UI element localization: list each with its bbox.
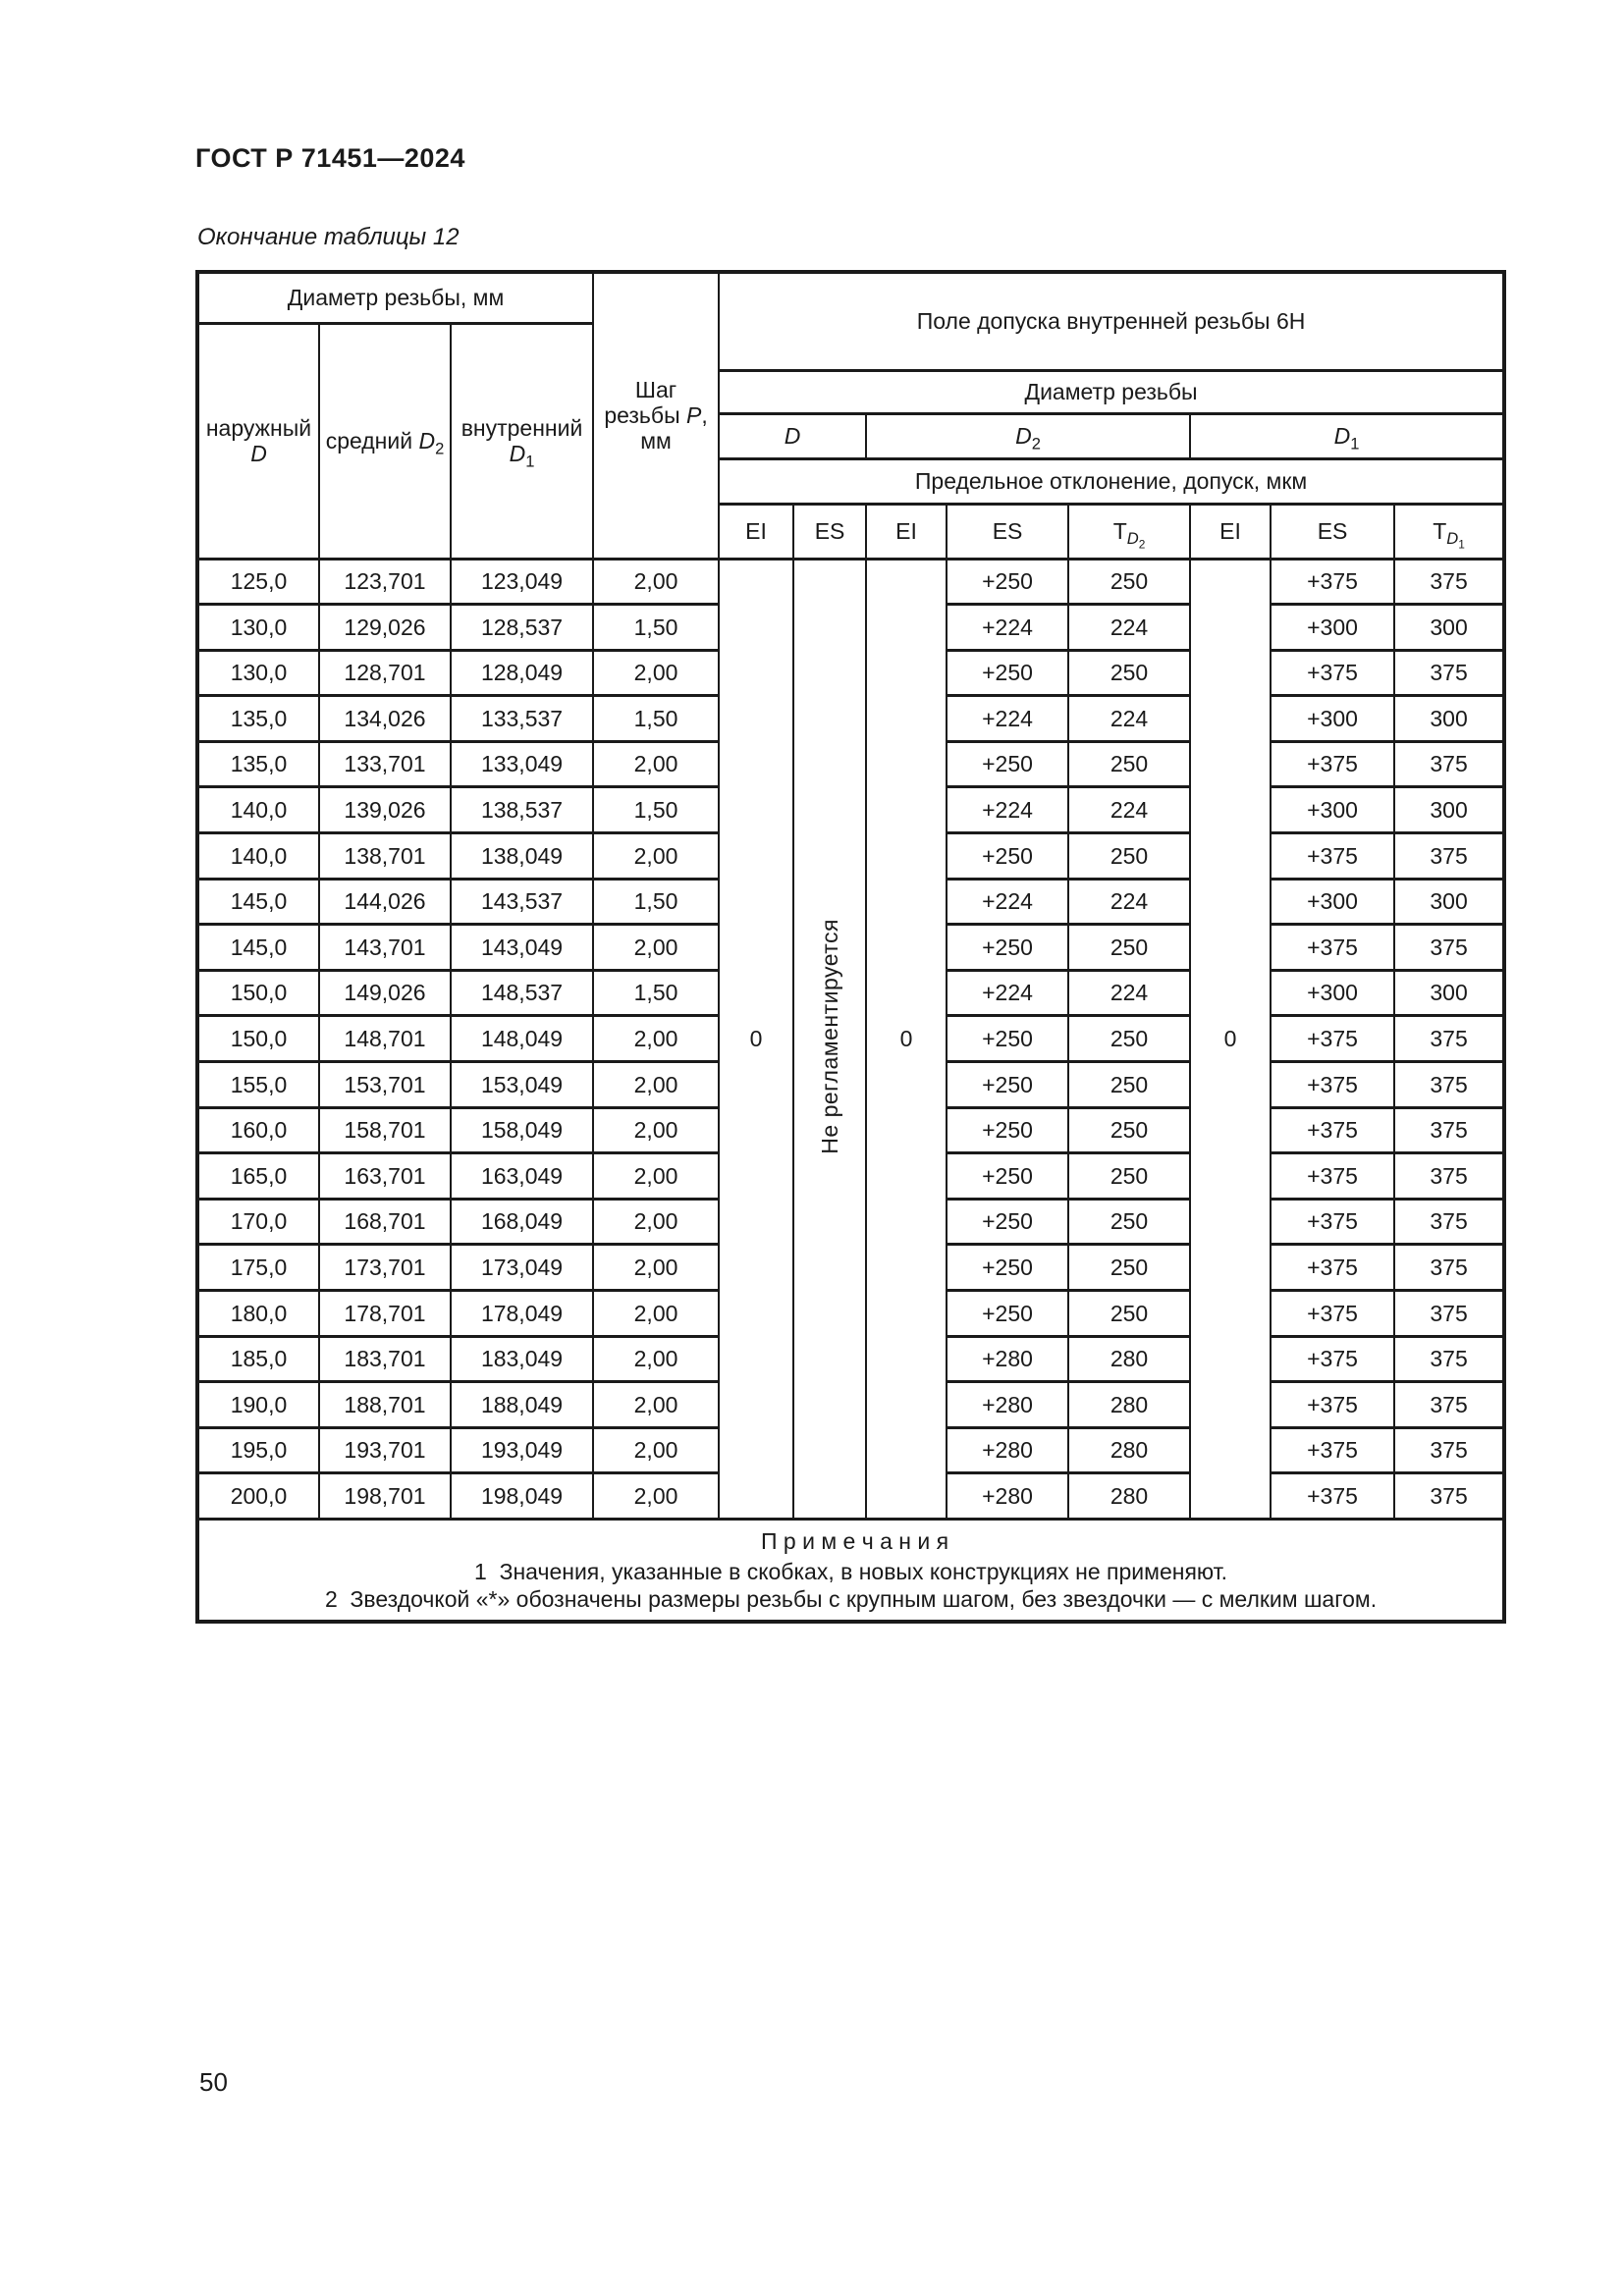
cell-pitch: 2,00 [593, 833, 719, 880]
header-d2: $D_2$ [866, 413, 1190, 458]
cell-es-d2: +250 [947, 1016, 1068, 1062]
cell-t-d2: 250 [1068, 741, 1190, 787]
page-number: 50 [199, 2067, 228, 2097]
cell-es-d2: +250 [947, 1245, 1068, 1291]
cell-outer-d: 145,0 [197, 879, 319, 925]
cell-middle-d2: 193,701 [319, 1427, 451, 1473]
cell-middle-d2: 129,026 [319, 605, 451, 651]
cell-t-d1: 375 [1394, 741, 1504, 787]
notes-cell [197, 1519, 1504, 1622]
cell-inner-d1: 178,049 [451, 1291, 593, 1337]
cell-es-d2: +250 [947, 1107, 1068, 1153]
cell-middle-d2: 178,701 [319, 1291, 451, 1337]
header-ei-d1: EI [1190, 504, 1271, 559]
header-d: D [719, 413, 866, 458]
cell-pitch: 2,00 [593, 1107, 719, 1153]
header-middle-d2: средний $D_2$ [319, 323, 451, 559]
cell-es-d1: +375 [1271, 833, 1394, 880]
note-line-1: 1 Значения, указанные в скобках, в новых конструкциях не применяют. [474, 1558, 1228, 1584]
cell-pitch: 2,00 [593, 1473, 719, 1520]
cell-es-d1: +375 [1271, 559, 1394, 605]
cell-es-d2: +250 [947, 1062, 1068, 1108]
cell-pitch: 2,00 [593, 741, 719, 787]
cell-es-d1: +375 [1271, 1245, 1394, 1291]
cell-t-d1: 375 [1394, 1199, 1504, 1245]
cell-outer-d: 125,0 [197, 559, 319, 605]
header-ei-d2: EI [866, 504, 947, 559]
header-diameter-sub: Диаметр резьбы [719, 370, 1504, 413]
cell-middle-d2: 168,701 [319, 1199, 451, 1245]
cell-t-d2: 250 [1068, 559, 1190, 605]
header-ei-d: EI [719, 504, 793, 559]
cell-t-d2: 250 [1068, 1016, 1190, 1062]
cell-middle-d2: 143,701 [319, 925, 451, 971]
cell-t-d1: 300 [1394, 970, 1504, 1016]
cell-t-d2: 224 [1068, 787, 1190, 833]
cell-t-d1: 300 [1394, 696, 1504, 742]
cell-t-d1: 300 [1394, 879, 1504, 925]
header-outer-d: наружный D [197, 323, 319, 559]
cell-t-d2: 224 [1068, 605, 1190, 651]
cell-es-d1: +375 [1271, 650, 1394, 696]
cell-t-d2: 250 [1068, 925, 1190, 971]
cell-outer-d: 145,0 [197, 925, 319, 971]
cell-t-d2: 224 [1068, 970, 1190, 1016]
header-tolerance-group: Поле допуска внутренней резьбы 6Н [719, 272, 1504, 370]
cell-es-d2: +280 [947, 1336, 1068, 1382]
header-td2: $T_{D_2}$ [1068, 504, 1190, 559]
cell-es-d1: +375 [1271, 741, 1394, 787]
cell-t-d2: 250 [1068, 1291, 1190, 1337]
cell-t-d1: 375 [1394, 1016, 1504, 1062]
cell-es-d-merged [793, 559, 866, 1519]
cell-middle-d2: 133,701 [319, 741, 451, 787]
cell-inner-d1: 173,049 [451, 1245, 593, 1291]
header-d1: $D_1$ [1190, 413, 1504, 458]
cell-t-d1: 300 [1394, 787, 1504, 833]
cell-es-d2: +250 [947, 650, 1068, 696]
cell-es-d1: +375 [1271, 1153, 1394, 1200]
cell-es-d1: +300 [1271, 696, 1394, 742]
cell-middle-d2: 163,701 [319, 1153, 451, 1200]
cell-t-d1: 375 [1394, 925, 1504, 971]
header-es-d2: ES [947, 504, 1068, 559]
cell-t-d2: 250 [1068, 1107, 1190, 1153]
cell-es-d1: +300 [1271, 970, 1394, 1016]
cell-pitch: 1,50 [593, 787, 719, 833]
cell-inner-d1: 138,049 [451, 833, 593, 880]
header-td1: $T_{D_1}$ [1394, 504, 1504, 559]
cell-pitch: 1,50 [593, 696, 719, 742]
note-line-2: 2 Звездочкой «*» обозначены размеры резьбы с крупным шагом, без звездочки — с мелким шагом. [324, 1585, 1378, 1612]
notes-title: П р и м е ч а н и я [760, 1528, 949, 1555]
cell-outer-d: 180,0 [197, 1291, 319, 1337]
cell-pitch: 2,00 [593, 1016, 719, 1062]
cell-ei-d-merged: 0 [719, 559, 793, 1519]
cell-pitch: 2,00 [593, 1427, 719, 1473]
cell-outer-d: 170,0 [197, 1199, 319, 1245]
cell-es-d1: +375 [1271, 1473, 1394, 1520]
cell-es-d2: +224 [947, 696, 1068, 742]
cell-t-d2: 280 [1068, 1473, 1190, 1520]
cell-es-d2: +250 [947, 833, 1068, 880]
cell-pitch: 2,00 [593, 1062, 719, 1108]
cell-t-d1: 375 [1394, 650, 1504, 696]
cell-t-d1: 375 [1394, 1153, 1504, 1200]
cell-inner-d1: 143,049 [451, 925, 593, 971]
cell-ei-d1-merged: 0 [1190, 559, 1271, 1519]
cell-inner-d1: 158,049 [451, 1107, 593, 1153]
cell-middle-d2: 123,701 [319, 559, 451, 605]
cell-pitch: 2,00 [593, 1199, 719, 1245]
cell-outer-d: 200,0 [197, 1473, 319, 1520]
cell-inner-d1: 163,049 [451, 1153, 593, 1200]
header-inner-d1: внутренний $D_1$ [451, 323, 593, 559]
cell-middle-d2: 144,026 [319, 879, 451, 925]
cell-inner-d1: 168,049 [451, 1199, 593, 1245]
cell-pitch: 2,00 [593, 559, 719, 605]
cell-es-d1: +375 [1271, 925, 1394, 971]
cell-t-d2: 280 [1068, 1336, 1190, 1382]
cell-es-d1: +375 [1271, 1336, 1394, 1382]
cell-inner-d1: 148,537 [451, 970, 593, 1016]
cell-es-d1: +375 [1271, 1107, 1394, 1153]
cell-outer-d: 150,0 [197, 970, 319, 1016]
cell-es-d2: +280 [947, 1473, 1068, 1520]
cell-es-d1: +375 [1271, 1291, 1394, 1337]
notes-row [197, 1519, 1504, 1622]
cell-es-d2: +250 [947, 1153, 1068, 1200]
cell-middle-d2: 198,701 [319, 1473, 451, 1520]
cell-middle-d2: 149,026 [319, 970, 451, 1016]
cell-pitch: 2,00 [593, 1336, 719, 1382]
cell-es-d1: +300 [1271, 879, 1394, 925]
cell-middle-d2: 183,701 [319, 1336, 451, 1382]
header-row-1 [197, 272, 1504, 323]
cell-inner-d1: 128,537 [451, 605, 593, 651]
cell-inner-d1: 133,537 [451, 696, 593, 742]
cell-es-d1: +375 [1271, 1199, 1394, 1245]
cell-es-d1: +300 [1271, 605, 1394, 651]
cell-pitch: 2,00 [593, 650, 719, 696]
table-body [197, 559, 1504, 1519]
cell-t-d2: 250 [1068, 1199, 1190, 1245]
cell-outer-d: 150,0 [197, 1016, 319, 1062]
cell-middle-d2: 128,701 [319, 650, 451, 696]
cell-es-d1: +375 [1271, 1427, 1394, 1473]
cell-middle-d2: 134,026 [319, 696, 451, 742]
cell-t-d1: 375 [1394, 1291, 1504, 1337]
cell-inner-d1: 193,049 [451, 1427, 593, 1473]
cell-t-d2: 224 [1068, 696, 1190, 742]
cell-inner-d1: 148,049 [451, 1016, 593, 1062]
cell-t-d2: 250 [1068, 1062, 1190, 1108]
cell-pitch: 2,00 [593, 1291, 719, 1337]
cell-t-d2: 280 [1068, 1382, 1190, 1428]
cell-t-d1: 300 [1394, 605, 1504, 651]
cell-es-d1: +375 [1271, 1382, 1394, 1428]
cell-middle-d2: 148,701 [319, 1016, 451, 1062]
cell-t-d1: 375 [1394, 1336, 1504, 1382]
cell-outer-d: 140,0 [197, 833, 319, 880]
cell-outer-d: 135,0 [197, 696, 319, 742]
cell-t-d1: 375 [1394, 1245, 1504, 1291]
cell-outer-d: 140,0 [197, 787, 319, 833]
cell-inner-d1: 138,537 [451, 787, 593, 833]
cell-t-d1: 375 [1394, 1427, 1504, 1473]
table-notes [197, 1519, 1504, 1622]
header-diameter-group: Диаметр резьбы, мм [197, 272, 593, 323]
cell-inner-d1: 123,049 [451, 559, 593, 605]
cell-inner-d1: 183,049 [451, 1336, 593, 1382]
cell-middle-d2: 173,701 [319, 1245, 451, 1291]
cell-middle-d2: 138,701 [319, 833, 451, 880]
header-es-d: ES [793, 504, 866, 559]
cell-outer-d: 155,0 [197, 1062, 319, 1108]
cell-es-d2: +224 [947, 605, 1068, 651]
cell-outer-d: 135,0 [197, 741, 319, 787]
header-pitch: Шаг резьбы P, мм [593, 272, 719, 559]
cell-es-d1: +300 [1271, 787, 1394, 833]
cell-inner-d1: 133,049 [451, 741, 593, 787]
cell-ei-d2-merged: 0 [866, 559, 947, 1519]
cell-es-d2: +250 [947, 1199, 1068, 1245]
cell-pitch: 2,00 [593, 1382, 719, 1428]
cell-inner-d1: 143,537 [451, 879, 593, 925]
cell-t-d1: 375 [1394, 1473, 1504, 1520]
header-deviation-sub: Предельное отклонение, допуск, мкм [719, 458, 1504, 504]
cell-es-d2: +224 [947, 970, 1068, 1016]
cell-es-d-merged-label: Не регламентируется [816, 918, 842, 1154]
cell-outer-d: 190,0 [197, 1382, 319, 1428]
cell-outer-d: 195,0 [197, 1427, 319, 1473]
cell-t-d2: 250 [1068, 1153, 1190, 1200]
cell-pitch: 2,00 [593, 1245, 719, 1291]
cell-outer-d: 165,0 [197, 1153, 319, 1200]
cell-outer-d: 160,0 [197, 1107, 319, 1153]
cell-t-d1: 375 [1394, 559, 1504, 605]
cell-t-d1: 375 [1394, 1382, 1504, 1428]
cell-pitch: 2,00 [593, 1153, 719, 1200]
cell-es-d2: +280 [947, 1382, 1068, 1428]
cell-es-d2: +250 [947, 925, 1068, 971]
cell-es-d1: +375 [1271, 1016, 1394, 1062]
cell-inner-d1: 198,049 [451, 1473, 593, 1520]
table-header [197, 272, 1504, 559]
cell-es-d1: +375 [1271, 1062, 1394, 1108]
data-row [197, 559, 1504, 605]
standard-number: ГОСТ Р 71451—2024 [195, 143, 465, 173]
cell-t-d2: 280 [1068, 1427, 1190, 1473]
thread-tolerance-table [195, 270, 1506, 1624]
cell-es-d2: +250 [947, 1291, 1068, 1337]
cell-pitch: 1,50 [593, 879, 719, 925]
cell-es-d2: +224 [947, 787, 1068, 833]
cell-outer-d: 175,0 [197, 1245, 319, 1291]
cell-es-d2: +280 [947, 1427, 1068, 1473]
cell-middle-d2: 153,701 [319, 1062, 451, 1108]
cell-inner-d1: 128,049 [451, 650, 593, 696]
cell-outer-d: 130,0 [197, 605, 319, 651]
cell-middle-d2: 139,026 [319, 787, 451, 833]
cell-es-d2: +250 [947, 559, 1068, 605]
header-es-d1: ES [1271, 504, 1394, 559]
table-caption: Окончание таблицы 12 [197, 224, 460, 250]
cell-pitch: 1,50 [593, 605, 719, 651]
cell-t-d1: 375 [1394, 1062, 1504, 1108]
cell-es-d2: +250 [947, 741, 1068, 787]
cell-t-d2: 250 [1068, 833, 1190, 880]
cell-t-d2: 250 [1068, 650, 1190, 696]
cell-pitch: 1,50 [593, 970, 719, 1016]
cell-es-d2: +224 [947, 879, 1068, 925]
cell-outer-d: 185,0 [197, 1336, 319, 1382]
cell-outer-d: 130,0 [197, 650, 319, 696]
cell-inner-d1: 153,049 [451, 1062, 593, 1108]
cell-t-d1: 375 [1394, 1107, 1504, 1153]
cell-t-d2: 250 [1068, 1245, 1190, 1291]
cell-inner-d1: 188,049 [451, 1382, 593, 1428]
cell-t-d1: 375 [1394, 833, 1504, 880]
cell-pitch: 2,00 [593, 925, 719, 971]
cell-middle-d2: 188,701 [319, 1382, 451, 1428]
cell-t-d2: 224 [1068, 879, 1190, 925]
cell-middle-d2: 158,701 [319, 1107, 451, 1153]
